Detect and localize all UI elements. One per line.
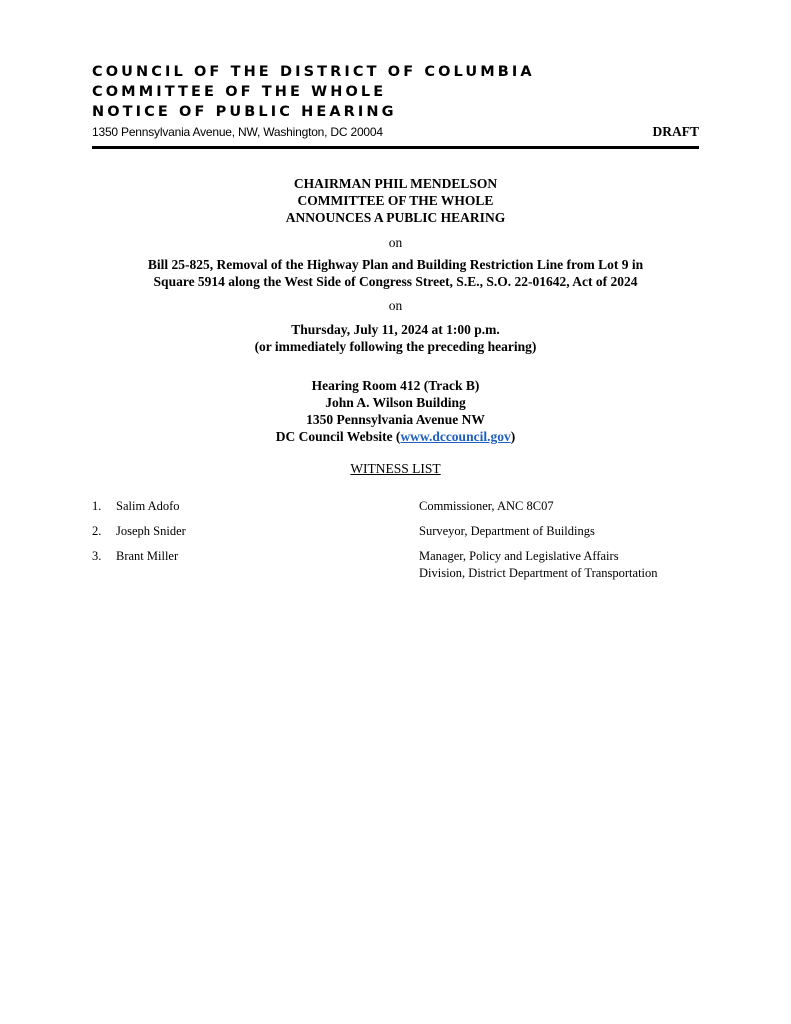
bill-title-line2: Square 5914 along the West Side of Congress Street, S.E., S.O. 22-01642, Act of 2024 — [153, 274, 638, 289]
letterhead — [92, 62, 699, 143]
witness-name: Joseph Snider — [116, 524, 186, 538]
street-address: 1350 Pennsylvania Avenue NW — [306, 412, 485, 427]
witness-list-title: WITNESS LIST — [350, 461, 441, 476]
witness-name: Salim Adofo — [116, 499, 180, 513]
website-suffix: ) — [510, 429, 516, 444]
date-line: Thursday, July 11, 2024 at 1:00 p.m. — [291, 322, 500, 337]
witness-list — [92, 498, 699, 590]
hearing-location — [92, 377, 699, 445]
hearing-date — [92, 321, 699, 355]
list-item — [92, 548, 699, 582]
list-item — [92, 498, 699, 515]
on-separator-1: on — [388, 235, 403, 250]
website-prefix: DC Council Website ( — [275, 429, 401, 444]
witness-number: 2. — [92, 524, 102, 538]
chairman-line: CHAIRMAN PHIL MENDELSON — [293, 176, 498, 191]
address-row — [92, 123, 699, 143]
witness-name: Brant Miller — [116, 549, 179, 563]
witness-list-heading — [92, 460, 699, 477]
list-item — [92, 523, 699, 540]
date-note: (or immediately following the preceding hearing) — [254, 339, 537, 354]
witness-role-line1: Surveyor, Department of Buildings — [419, 524, 595, 538]
witness-role-line1: Manager, Policy and Legislative Affairs — [419, 549, 619, 563]
notice-title: NOTICE OF PUBLIC HEARING — [92, 104, 397, 120]
website-line — [92, 428, 699, 445]
council-name: COUNCIL OF THE DISTRICT OF COLUMBIA — [92, 64, 535, 80]
announcement-heading — [92, 175, 699, 226]
witness-role-line1: Commissioner, ANC 8C07 — [419, 499, 554, 513]
witness-number: 3. — [92, 549, 102, 563]
committee-name: COMMITTEE OF THE WHOLE — [92, 84, 387, 100]
hearing-room: Hearing Room 412 (Track B) — [311, 378, 480, 393]
header-rule — [92, 146, 699, 149]
committee-line: COMMITTEE OF THE WHOLE — [297, 193, 494, 208]
witness-role-line2: Division, District Department of Transportation — [419, 566, 658, 580]
building-name: John A. Wilson Building — [325, 395, 466, 410]
bill-title — [92, 256, 699, 290]
draft-label: DRAFT — [652, 124, 699, 139]
witness-role — [419, 548, 709, 582]
on-separator-2: on — [388, 298, 403, 313]
announces-line: ANNOUNCES A PUBLIC HEARING — [285, 210, 506, 225]
website-link[interactable]: www.dccouncil.gov — [400, 429, 511, 444]
bill-title-line1: Bill 25-825, Removal of the Highway Plan and Building Restriction Line from Lot 9 in — [147, 257, 644, 272]
council-address: 1350 Pennsylvania Avenue, NW, Washington, DC 20004 — [92, 125, 383, 139]
witness-role — [419, 498, 709, 515]
witness-role — [419, 523, 709, 540]
witness-number: 1. — [92, 499, 102, 513]
